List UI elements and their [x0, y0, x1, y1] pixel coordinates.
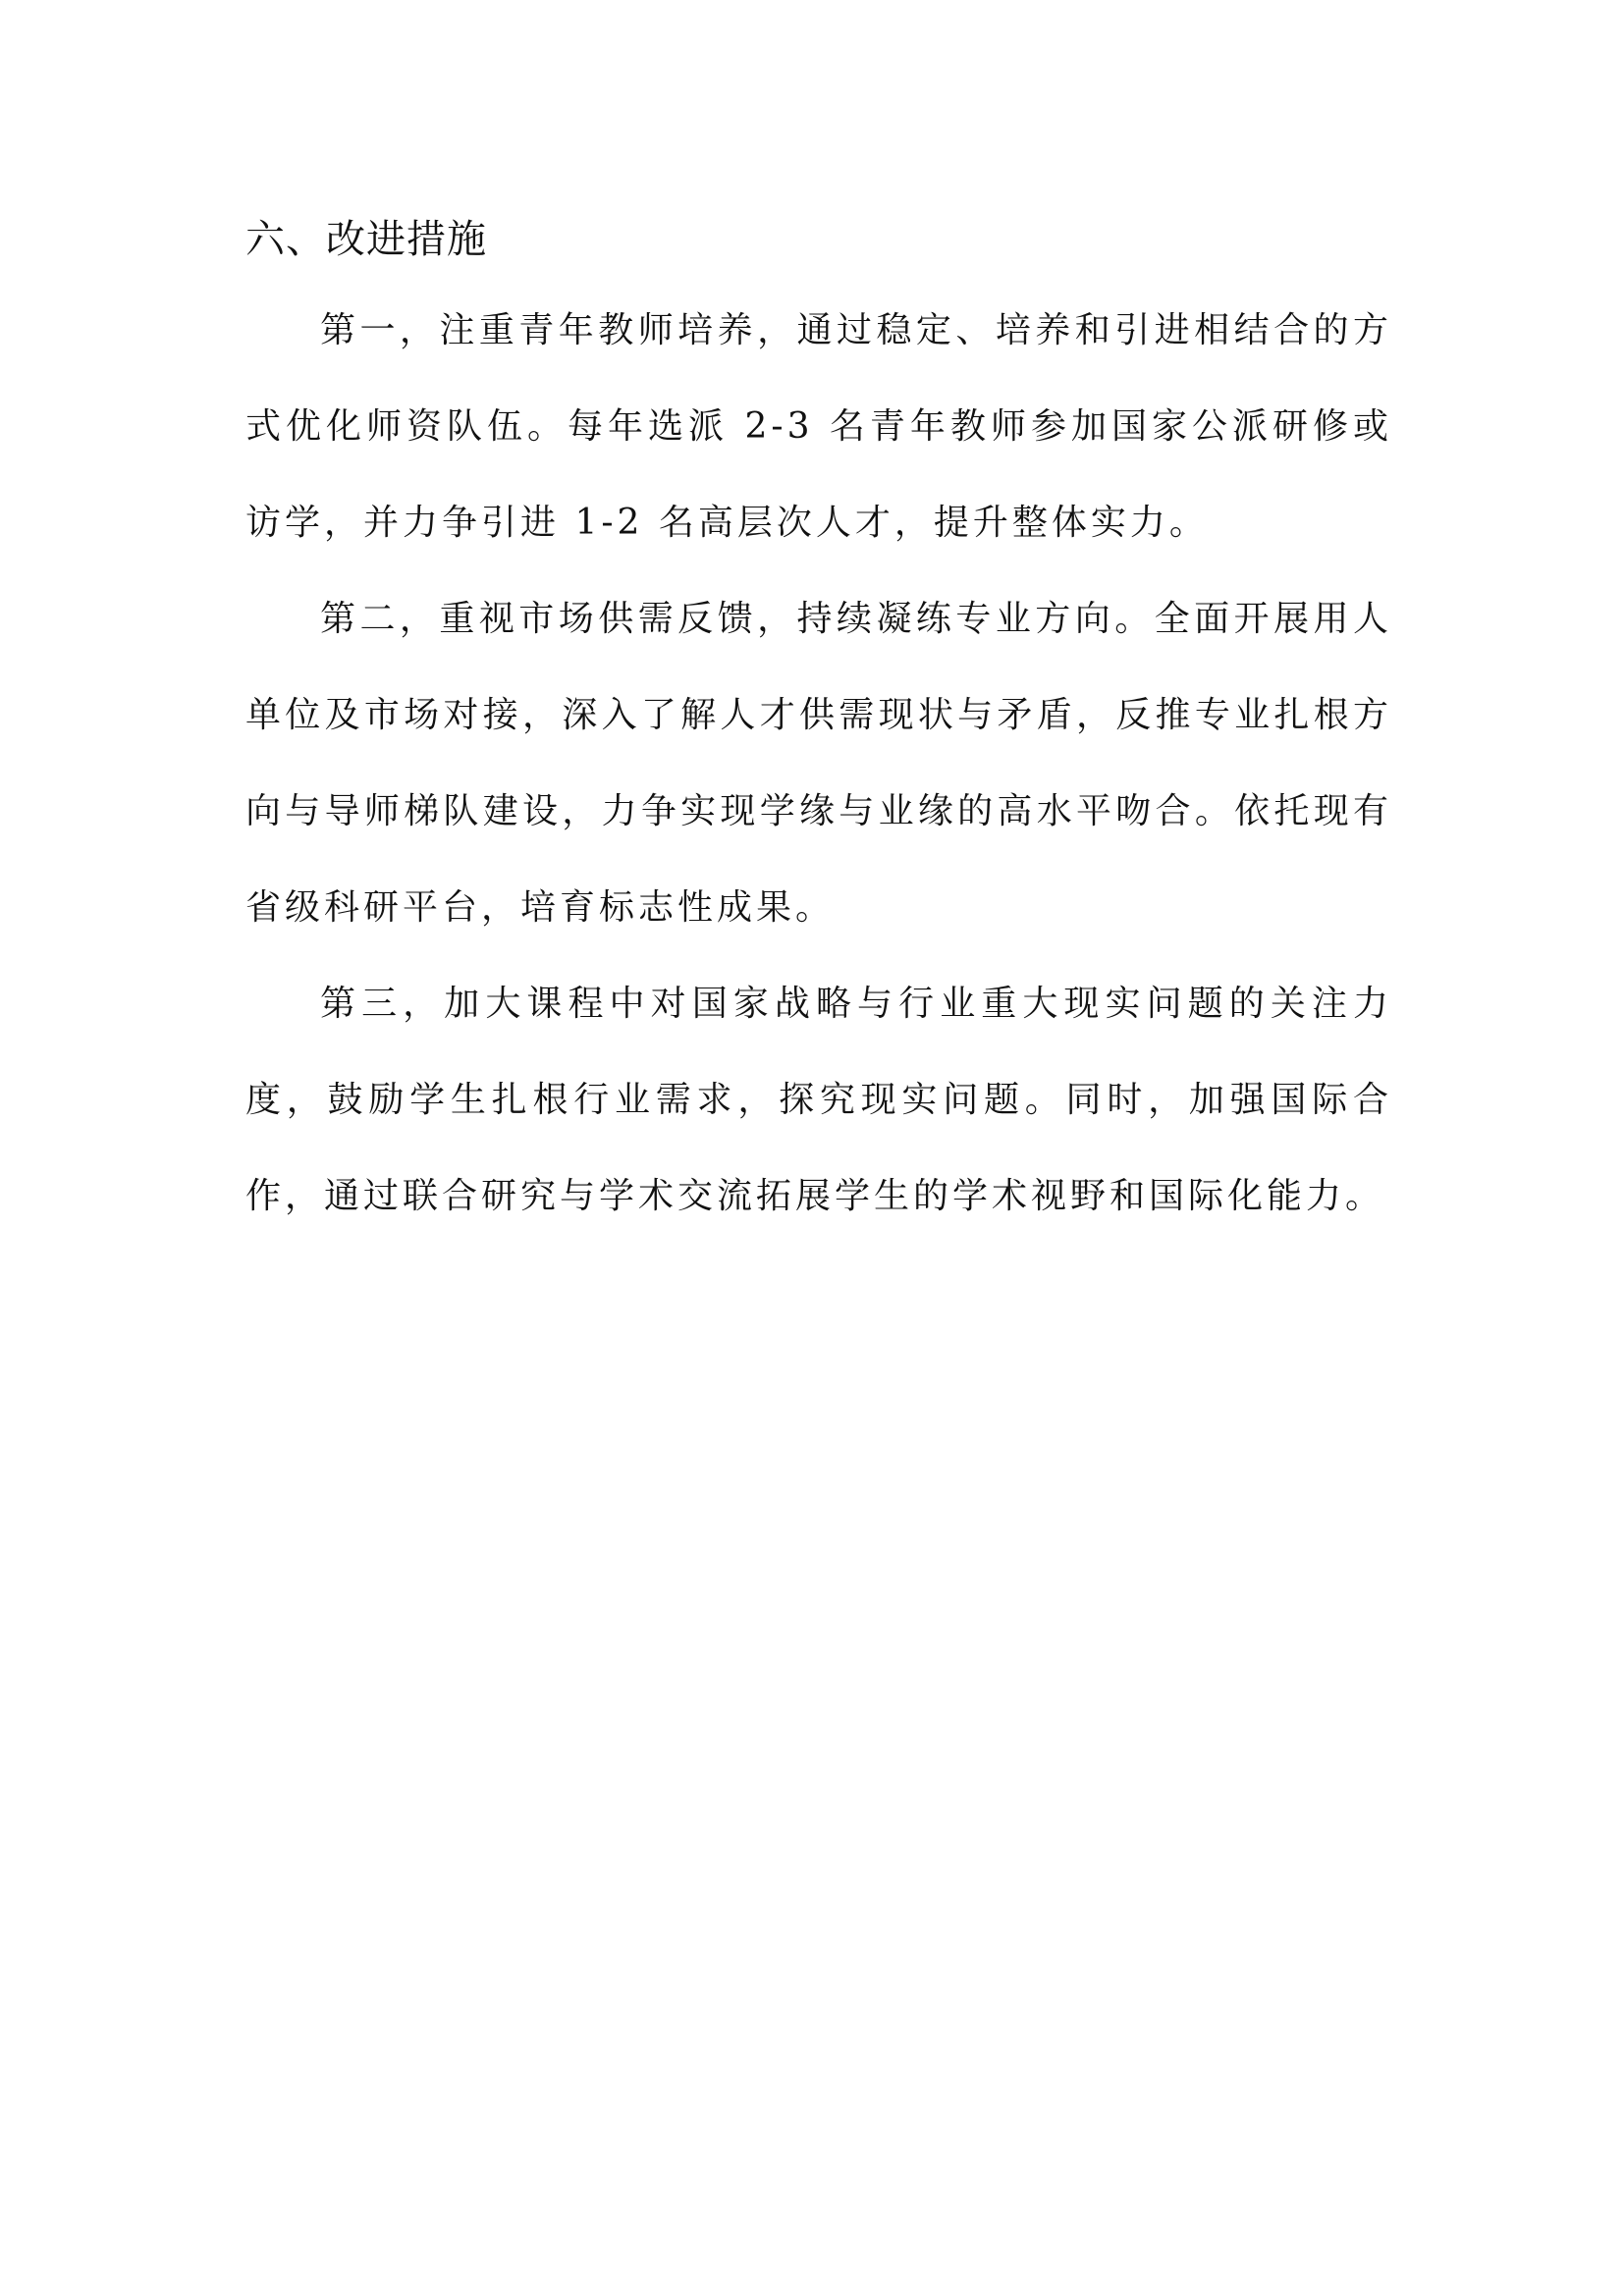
section-heading: 六、改进措施 — [245, 217, 487, 262]
paragraph-second: 第二，重视市场供需反馈，持续凝练专业方向。全面开展用人单位及市场对接，深入了解人才供需现状与矛盾，反推专业扎根方向与导师梯队建设，力争实现学缘与业缘的高水平吻合。依托现有省级科研平台，培育标志性成果。 — [245, 599, 1392, 928]
document-content — [245, 208, 1392, 1245]
paragraph-third: 第三，加大课程中对国家战略与行业重大现实问题的关注力度，鼓励学生扎根行业需求，探究现实问题。同时，加强国际合作，通过联合研究与学术交流拓展学生的学术视野和国际化能力。 — [245, 984, 1392, 1216]
paragraph-first: 第一，注重青年教师培养，通过稳定、培养和引进相结合的方式优化师资队伍。每年选派 2-3 名青年教师参加国家公派研修或访学，并力争引进 1-2 名高层次人才，提升整体实力。 — [245, 310, 1392, 543]
